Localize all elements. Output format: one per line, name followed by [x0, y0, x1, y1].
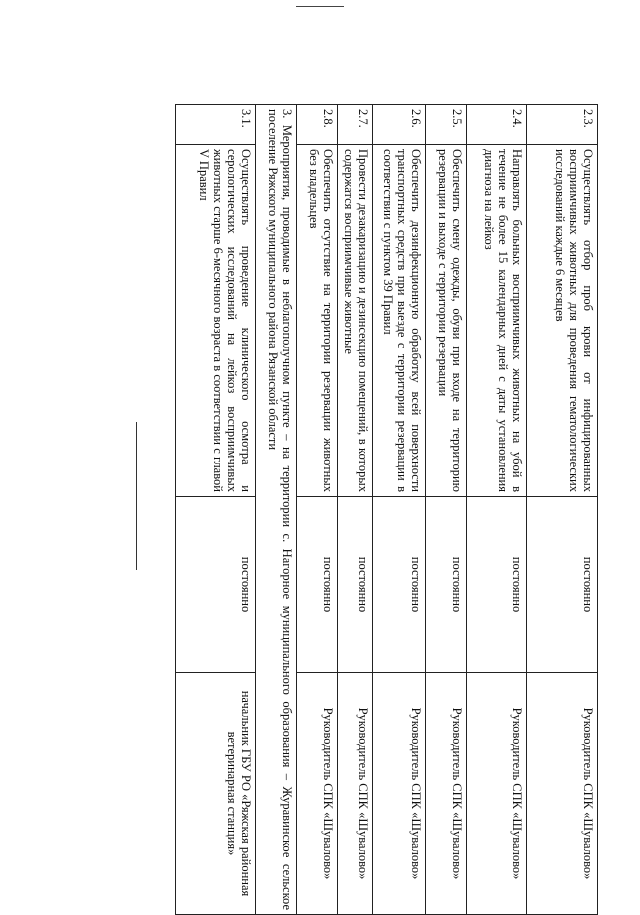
row-number: 2.5.: [426, 105, 467, 145]
row-number: 2.7.: [338, 105, 373, 145]
measure-text: Осуществлять проведение клинического осмотра и серологических исследований на лейкоз восприимчивых животных старше 6-месячного возраста в соответствии с главой V Правил: [176, 145, 256, 497]
signature-line: [136, 422, 137, 570]
row-number: 2.8.: [297, 105, 338, 145]
measure-text: Обеспечить дезинфекционную обработку всей поверхности транспортных средств при выезде с территории резервации в соответствии с пунктом 39 Правил: [373, 145, 426, 497]
term-cell: постоянно: [373, 497, 426, 673]
term-cell: постоянно: [467, 497, 527, 673]
term-cell: постоянно: [176, 497, 256, 673]
responsible-cell: Руководитель СПК «Шувалово»: [297, 673, 338, 915]
table-row-2-7: [338, 105, 373, 915]
responsible-cell: Руководитель СПК «Шувалово»: [527, 673, 598, 915]
measure-text: Обеспечить смену одежды, обуви при входе на территорию резервации и выходе с территории резервации: [426, 145, 467, 497]
table-row-2-5: [426, 105, 467, 915]
measure-text: Осуществлять отбор проб крови от инфицированных восприимчивых животных для проведения гематологических исследований каждые 6 месяцев: [527, 145, 598, 497]
term-cell: постоянно: [338, 497, 373, 673]
row-number: 2.6.: [373, 105, 426, 145]
responsible-cell: Руководитель СПК «Шувалово»: [373, 673, 426, 915]
table-row-2-3: [527, 105, 598, 915]
row-number: 3.1.: [176, 105, 256, 145]
term-cell: постоянно: [527, 497, 598, 673]
responsible-cell: начальник ГБУ РО «Ряжская районная ветеринарная станция»: [176, 673, 256, 915]
table-row-3-1: [176, 105, 256, 915]
page-top-mark: [296, 6, 344, 7]
responsible-cell: Руководитель СПК «Шувалово»: [338, 673, 373, 915]
measures-table: [175, 104, 598, 915]
table-row-2-4: [467, 105, 527, 915]
table-row-2-8: [297, 105, 338, 915]
measure-text: Обеспечить отсутствие на территории резервации животных без владельцев: [297, 145, 338, 497]
section-3-header: 3. Мероприятия, проводимые в неблагополучном пункте – на территории с. Нагорное муниципального образования – Журавинское сельское поселение Ряжского муниципального района Рязанской области: [256, 105, 297, 915]
measure-text: Направлять больных восприимчивых животных на убой в течение не более 15 календарных дней с даты установления диагноза на лейкоз: [467, 145, 527, 497]
term-cell: постоянно: [297, 497, 338, 673]
responsible-cell: Руководитель СПК «Шувалово»: [467, 673, 527, 915]
section-3-header-row: [256, 105, 297, 915]
responsible-cell: Руководитель СПК «Шувалово»: [426, 673, 467, 915]
term-cell: постоянно: [426, 497, 467, 673]
row-number: 2.3.: [527, 105, 598, 145]
rotated-page-content: [122, 104, 598, 914]
row-number: 2.4.: [467, 105, 527, 145]
measure-text: Провести дезакаризацию и дезинсекцию помещений, в которых содержатся восприимчивые животные: [338, 145, 373, 497]
table-row-2-6: [373, 105, 426, 915]
